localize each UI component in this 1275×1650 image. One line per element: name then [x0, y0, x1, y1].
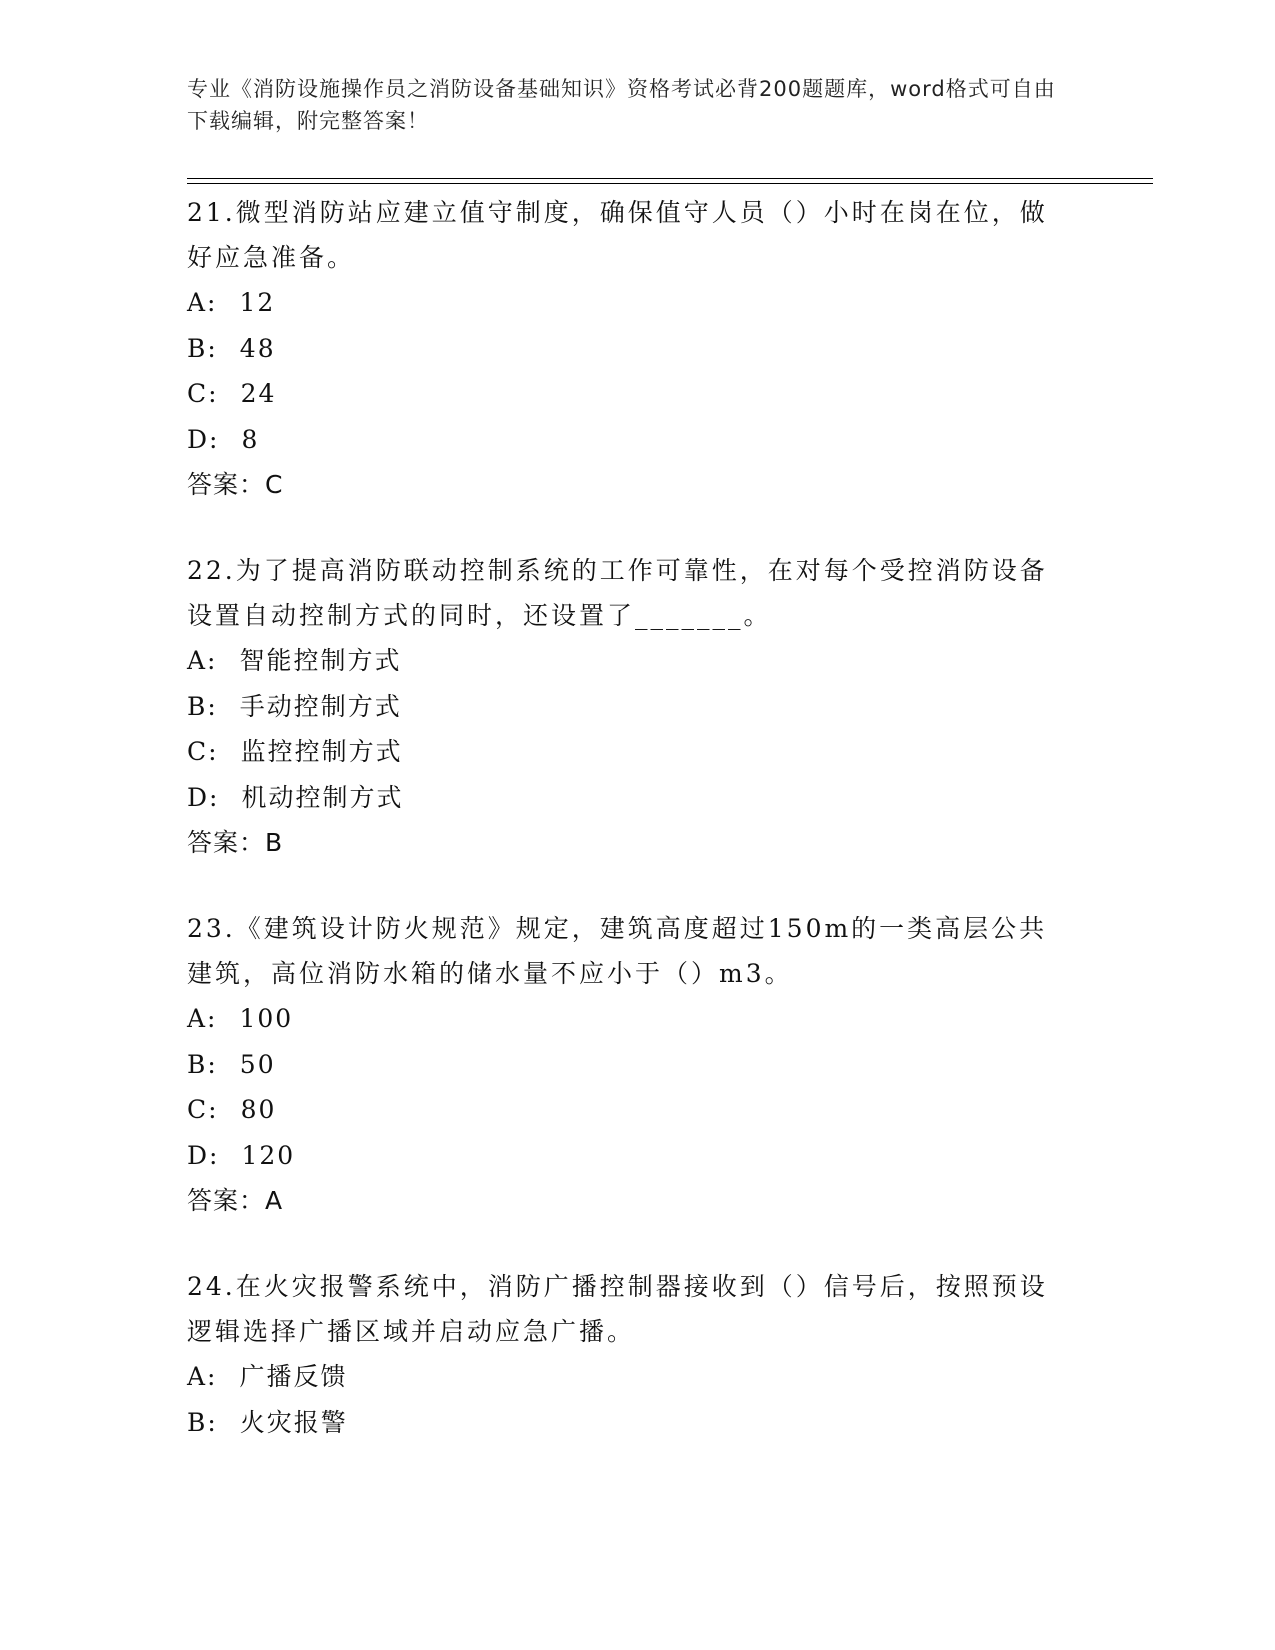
option-key: B:	[187, 1049, 218, 1079]
answer-line: 答案：A	[187, 1186, 284, 1215]
option-d	[187, 775, 1087, 821]
option-key: B:	[187, 691, 218, 721]
header-divider-bottom	[187, 183, 1153, 184]
option-d	[187, 1133, 1087, 1179]
question-stem: 21.微型消防站应建立值守制度，确保值守人员（）小时在岗在位，做好应急准备。	[187, 198, 1048, 272]
question-23	[187, 906, 1087, 1223]
option-b	[187, 326, 1087, 372]
option-b	[187, 684, 1087, 730]
header-divider-top	[187, 178, 1153, 179]
question-list	[187, 190, 1087, 1486]
document-intro: 专业《消防设施操作员之消防设备基础知识》资格考试必背200题题库，word格式可自由下载编辑，附完整答案！	[187, 77, 1056, 133]
option-key: A:	[187, 288, 218, 317]
option-d	[187, 417, 1087, 463]
option-text: 广播反馈	[239, 1362, 348, 1391]
option-text: 80	[240, 1095, 277, 1124]
option-key: D:	[187, 424, 220, 454]
option-c	[187, 371, 1087, 417]
question-stem: 23.《建筑设计防火规范》规定，建筑高度超过150m的一类高层公共建筑，高位消防水箱的储水量不应小于（）m3。	[187, 914, 1048, 988]
option-key: A:	[187, 1004, 218, 1033]
option-text: 监控控制方式	[240, 737, 403, 766]
option-b	[187, 1400, 1087, 1446]
option-text: 48	[239, 333, 276, 363]
option-key: A:	[187, 1362, 218, 1391]
option-key: A:	[187, 646, 218, 675]
option-key: B:	[187, 333, 218, 363]
question-24	[187, 1264, 1087, 1445]
option-text: 智能控制方式	[239, 646, 402, 675]
option-key: C:	[187, 1095, 219, 1124]
option-text: 120	[241, 1140, 296, 1170]
option-text: 火灾报警	[239, 1407, 348, 1437]
option-text: 12	[239, 288, 276, 317]
option-text: 机动控制方式	[241, 782, 404, 812]
option-c	[187, 1087, 1087, 1133]
option-key: C:	[187, 737, 219, 766]
option-text: 手动控制方式	[239, 691, 402, 721]
option-key: D:	[187, 1140, 220, 1170]
option-key: B:	[187, 1407, 218, 1437]
option-text: 8	[241, 424, 260, 454]
option-c	[187, 729, 1087, 775]
option-text: 50	[239, 1049, 276, 1079]
option-a	[187, 996, 1087, 1042]
option-text: 100	[239, 1004, 294, 1033]
question-21	[187, 190, 1087, 507]
answer-line: 答案：B	[187, 828, 284, 857]
question-stem: 24.在火灾报警系统中，消防广播控制器接收到（）信号后，按照预设逻辑选择广播区域并启动应急广播。	[187, 1272, 1048, 1346]
question-stem: 22.为了提高消防联动控制系统的工作可靠性，在对每个受控消防设备设置自动控制方式的同时，还设置了_______。	[187, 556, 1048, 630]
option-key: C:	[187, 379, 219, 408]
answer-line: 答案：C	[187, 470, 284, 499]
option-a	[187, 1354, 1087, 1400]
option-key: D:	[187, 782, 220, 812]
option-b	[187, 1042, 1087, 1088]
option-text: 24	[240, 379, 277, 408]
option-a	[187, 280, 1087, 326]
option-a	[187, 638, 1087, 684]
question-22	[187, 548, 1087, 865]
